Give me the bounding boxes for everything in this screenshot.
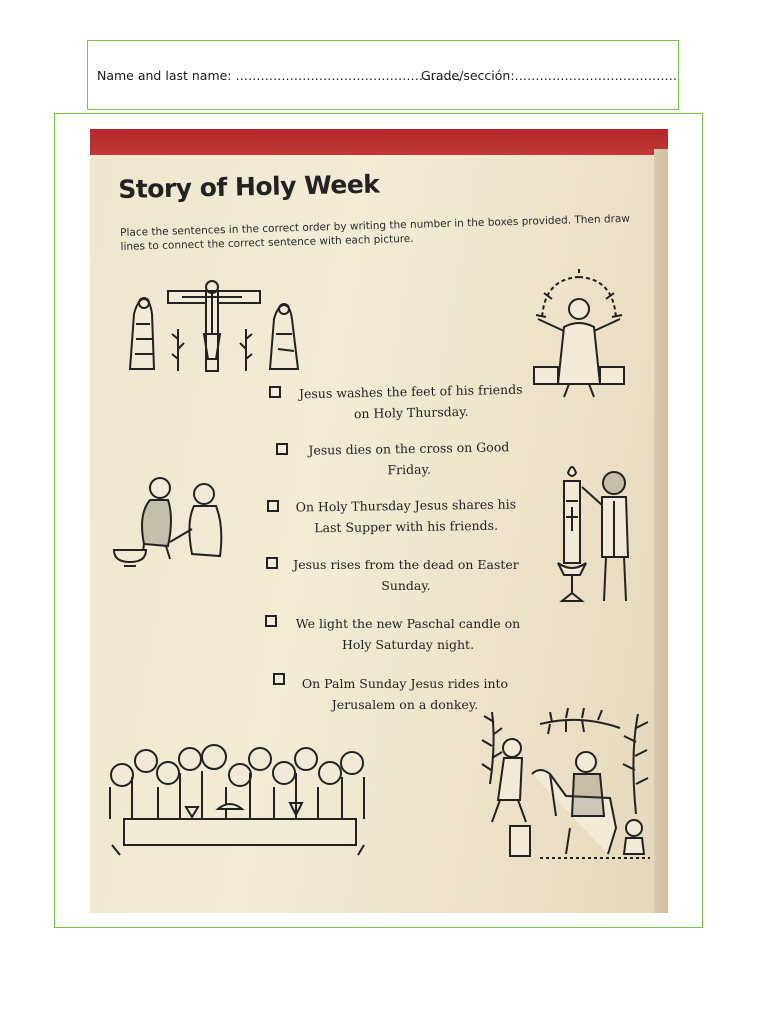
order-box-6[interactable] bbox=[273, 673, 285, 685]
sentence-5-line1: We light the new Paschal candle on bbox=[295, 616, 521, 631]
resurrection-illustration bbox=[524, 269, 634, 404]
order-box-3[interactable] bbox=[267, 500, 279, 512]
order-box-2[interactable] bbox=[276, 443, 288, 455]
sentence-6-line2: Jerusalem on a donkey. bbox=[331, 697, 479, 712]
order-box-4[interactable] bbox=[266, 557, 278, 569]
student-info-box bbox=[87, 40, 679, 110]
sentence-3-line2: Last Supper with his friends. bbox=[314, 517, 499, 536]
sentence-5-line2: Holy Saturday night. bbox=[341, 637, 475, 652]
worksheet-photo bbox=[90, 129, 668, 913]
order-box-5[interactable] bbox=[265, 615, 277, 627]
grade-field[interactable]: Grade/sección:………………………………… bbox=[421, 68, 678, 83]
foot-washing-illustration bbox=[108, 474, 238, 569]
last-supper-illustration bbox=[102, 737, 377, 862]
sentence-4-line2: Sunday. bbox=[381, 578, 431, 593]
sentence-1 bbox=[286, 378, 537, 425]
sentence-3 bbox=[286, 493, 527, 538]
sentence-1-line2: on Holy Thursday. bbox=[353, 403, 469, 422]
worksheet-instructions: Place the sentences in the correct order by writing the number in the boxes provided. Then draw lines to connect the correct sentence with each picture. bbox=[120, 212, 631, 253]
sentence-3-line1: On Holy Thursday Jesus shares his bbox=[295, 496, 517, 515]
sentence-5 bbox=[283, 613, 533, 655]
name-field[interactable]: Name and last name: ……………………………………………… bbox=[97, 68, 461, 83]
sentence-6 bbox=[290, 673, 520, 715]
sentence-2 bbox=[294, 436, 525, 482]
book-red-strip bbox=[90, 129, 668, 155]
sentence-1-line1: Jesus washes the feet of his friends bbox=[298, 381, 523, 402]
palm-sunday-illustration bbox=[470, 704, 660, 869]
sentence-4-line1: Jesus rises from the dead on Easter bbox=[293, 557, 519, 572]
crucifixion-illustration bbox=[120, 279, 305, 374]
order-box-1[interactable] bbox=[269, 386, 281, 398]
sentence-2-line1: Jesus dies on the cross on Good bbox=[308, 439, 510, 458]
worksheet-title: Story of Holy Week bbox=[118, 169, 380, 204]
sentence-4 bbox=[286, 554, 526, 596]
sentence-2-line2: Friday. bbox=[387, 461, 432, 478]
paschal-candle-illustration bbox=[552, 461, 647, 606]
sentence-6-line1: On Palm Sunday Jesus rides into bbox=[301, 676, 509, 691]
